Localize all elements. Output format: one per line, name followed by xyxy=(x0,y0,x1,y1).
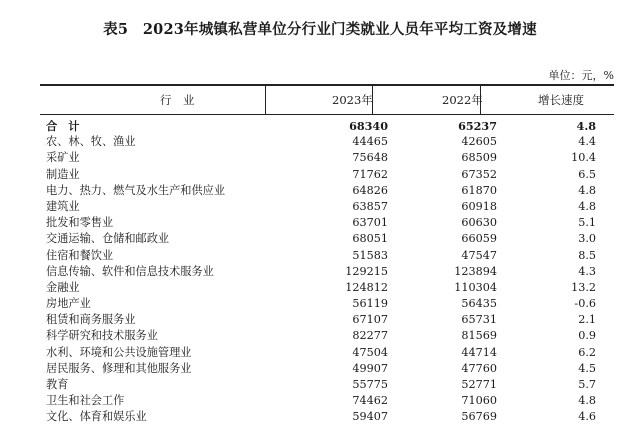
table-row xyxy=(40,393,614,409)
value-2023: 64826 xyxy=(352,183,388,197)
unit-label: 单位：元，% xyxy=(548,69,614,82)
value-2023: 82277 xyxy=(352,329,388,343)
table-row xyxy=(40,167,614,183)
industry-name: 卫生和社会工作 xyxy=(46,394,125,408)
growth-rate: 4.6 xyxy=(578,410,596,424)
table-title: 表5 2023年城镇私营单位分行业门类就业人员年平均工资及增速 xyxy=(103,21,537,38)
table-row-total xyxy=(40,118,614,134)
value-2023: 63701 xyxy=(352,216,388,230)
value-2022: 60630 xyxy=(461,216,497,230)
industry-name: 农、林、牧、渔业 xyxy=(46,135,136,149)
industry-name: 合计 xyxy=(46,119,91,133)
table-row xyxy=(40,377,614,393)
value-2023: 49907 xyxy=(352,361,388,375)
value-2023: 68051 xyxy=(352,232,388,246)
table-row xyxy=(40,134,614,150)
value-2023: 63857 xyxy=(352,199,388,213)
value-2022: 66059 xyxy=(461,232,497,246)
header-divider xyxy=(372,86,373,114)
table-row xyxy=(40,328,614,344)
value-2022: 71060 xyxy=(461,394,497,408)
growth-rate: 4.8 xyxy=(578,394,596,408)
value-2023: 74462 xyxy=(352,394,388,408)
value-2023: 129215 xyxy=(345,264,388,278)
growth-rate: 10.4 xyxy=(571,151,596,165)
growth-rate: 13.2 xyxy=(571,280,596,294)
industry-name: 房地产业 xyxy=(46,297,91,311)
header-divider xyxy=(265,86,266,114)
value-2022: 47760 xyxy=(461,361,497,375)
table-header xyxy=(40,86,614,114)
industry-name: 住宿和餐饮业 xyxy=(46,248,114,262)
value-2022: 67352 xyxy=(461,167,497,181)
growth-rate: 2.1 xyxy=(578,313,596,327)
table-row xyxy=(40,264,614,280)
industry-name: 建筑业 xyxy=(46,199,80,213)
value-2022: 42605 xyxy=(461,135,497,149)
value-2022: 56769 xyxy=(461,410,497,424)
value-2022: 61870 xyxy=(461,183,497,197)
value-2023: 44465 xyxy=(352,135,388,149)
value-2023: 59407 xyxy=(352,410,388,424)
value-2023: 71762 xyxy=(352,167,388,181)
growth-rate: 4.4 xyxy=(578,135,596,149)
value-2023: 75648 xyxy=(352,151,388,165)
industry-name: 电力、热力、燃气及水生产和供应业 xyxy=(46,183,226,197)
industry-name: 批发和零售业 xyxy=(46,216,114,230)
value-2023: 56119 xyxy=(352,297,388,311)
industry-name: 科学研究和技术服务业 xyxy=(46,329,158,343)
industry-name: 信息传输、软件和信息技术服务业 xyxy=(46,264,214,278)
growth-rate: 0.9 xyxy=(578,329,596,343)
industry-name: 金融业 xyxy=(46,280,80,294)
table-row xyxy=(40,361,614,377)
table-row xyxy=(40,248,614,264)
table-row xyxy=(40,199,614,215)
value-2022: 56435 xyxy=(461,297,497,311)
industry-name: 教育 xyxy=(46,378,69,391)
value-2022: 81569 xyxy=(461,329,497,343)
value-2022: 65731 xyxy=(461,313,497,327)
table-row xyxy=(40,150,614,166)
growth-rate: 4.3 xyxy=(578,264,596,278)
value-2022: 123894 xyxy=(454,264,497,278)
growth-rate: 4.8 xyxy=(578,199,596,213)
header-industry: 行 业 xyxy=(160,93,195,107)
header-2023: 2023年 xyxy=(332,93,373,107)
industry-name: 租赁和商务服务业 xyxy=(46,313,136,327)
table-header-rule xyxy=(40,114,614,115)
value-2022: 110304 xyxy=(454,280,497,294)
table-row xyxy=(40,409,614,425)
growth-rate: 4.8 xyxy=(576,119,596,133)
value-2023: 47504 xyxy=(352,345,388,359)
industry-name: 制造业 xyxy=(46,167,80,181)
growth-rate: 6.2 xyxy=(578,345,596,359)
value-2022: 47547 xyxy=(461,248,497,262)
growth-rate: 5.7 xyxy=(578,378,596,391)
header-2022: 2022年 xyxy=(442,93,483,107)
growth-rate: -0.6 xyxy=(574,297,596,311)
growth-rate: 8.5 xyxy=(578,248,596,262)
value-2022: 52771 xyxy=(461,378,497,391)
value-2023: 67107 xyxy=(352,313,388,327)
growth-rate: 6.5 xyxy=(578,167,596,181)
value-2022: 60918 xyxy=(461,199,497,213)
industry-name: 文化、体育和娱乐业 xyxy=(46,410,147,424)
value-2022: 68509 xyxy=(461,151,497,165)
industry-name: 居民服务、修理和其他服务业 xyxy=(46,361,192,375)
table-row xyxy=(40,280,614,296)
table-row xyxy=(40,296,614,312)
growth-rate: 3.0 xyxy=(578,232,596,246)
table-row xyxy=(40,312,614,328)
value-2023: 55775 xyxy=(352,378,388,391)
value-2022: 65237 xyxy=(458,119,497,133)
industry-name: 采矿业 xyxy=(46,151,80,165)
growth-rate: 4.8 xyxy=(578,183,596,197)
header-growth: 增长速度 xyxy=(538,93,584,107)
table-row xyxy=(40,345,614,361)
table-row xyxy=(40,215,614,231)
value-2023: 68340 xyxy=(349,119,388,133)
header-divider xyxy=(480,86,481,114)
value-2023: 124812 xyxy=(345,280,388,294)
table-row xyxy=(40,183,614,199)
industry-name: 交通运输、仓储和邮政业 xyxy=(46,232,170,246)
growth-rate: 5.1 xyxy=(578,216,596,230)
industry-name: 水利、环境和公共设施管理业 xyxy=(46,345,192,359)
growth-rate: 4.5 xyxy=(578,361,596,375)
value-2022: 44714 xyxy=(461,345,497,359)
value-2023: 51583 xyxy=(352,248,388,262)
table-row xyxy=(40,231,614,247)
table-body xyxy=(40,118,614,426)
